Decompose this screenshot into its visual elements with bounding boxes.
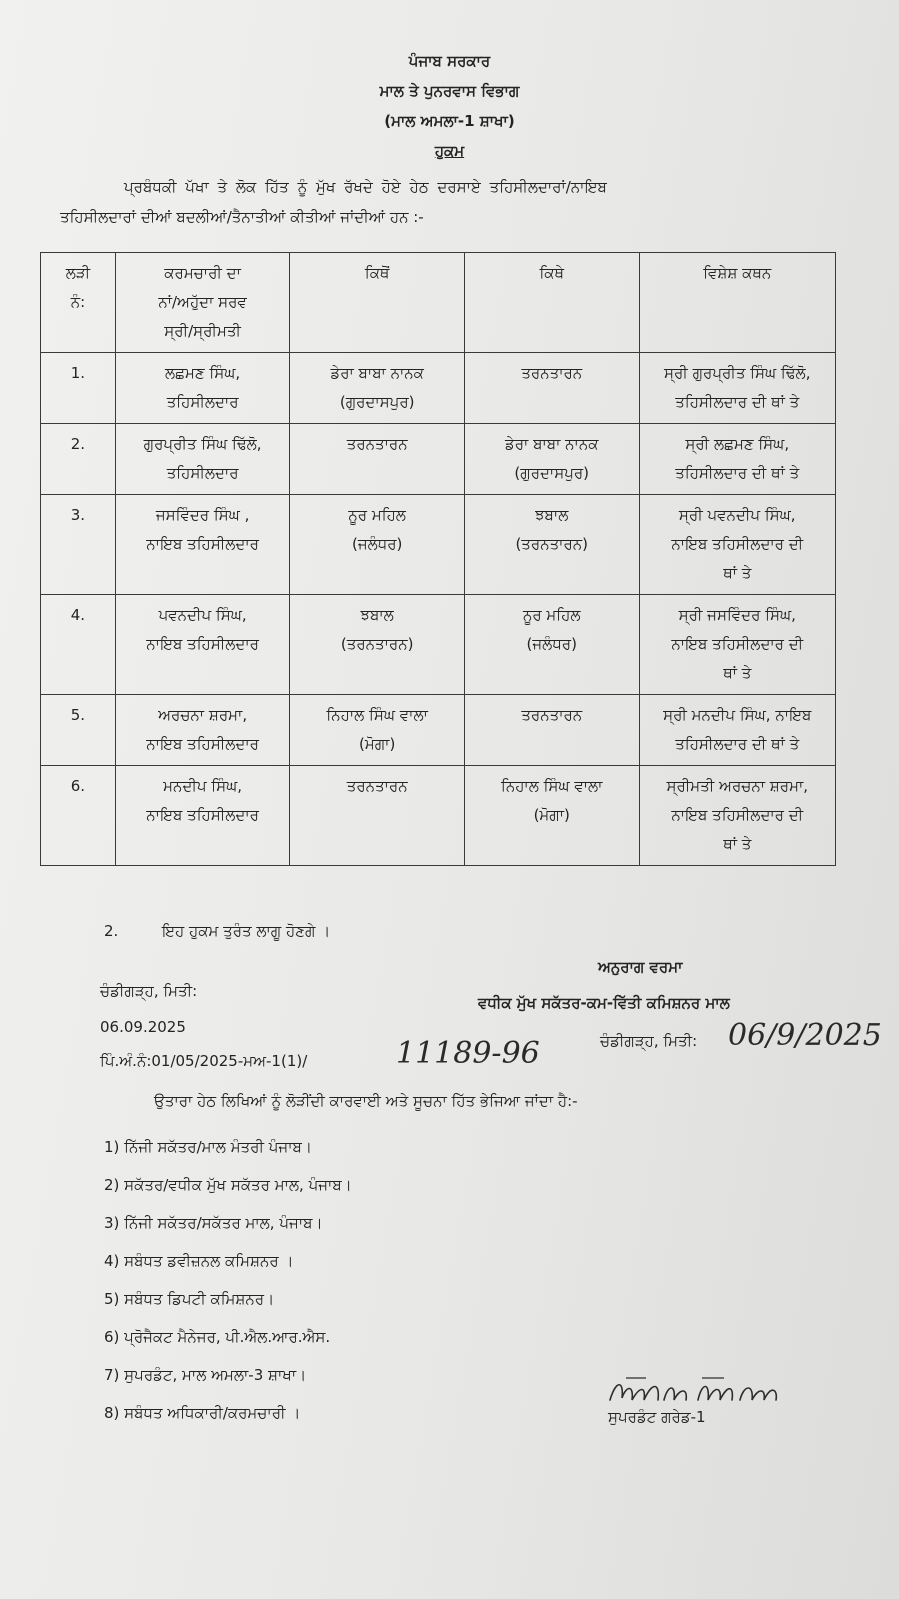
para-2-text: ਇਹ ਹੁਕਮ ਤੁਰੰਤ ਲਾਗੂ ਹੋਣਗੇ । bbox=[162, 922, 331, 940]
signatory-place-date-label: ਚੰਡੀਗੜ੍ਹ, ਮਿਤੀ: bbox=[600, 1032, 698, 1050]
government-heading: ਪੰਜਾਬ ਸਰਕਾਰ bbox=[408, 52, 491, 70]
cell-from: ਤਰਨਤਾਰਨ bbox=[290, 424, 465, 495]
cell-employee: ਅਰਚਨਾ ਸ਼ਰਮਾ, ਨਾਇਬ ਤਹਿਸੀਲਦਾਰ bbox=[115, 695, 290, 766]
department-heading: ਮਾਲ ਤੇ ਪੁਨਰਵਾਸ ਵਿਭਾਗ bbox=[379, 82, 520, 100]
branch-heading: (ਮਾਲ ਅਮਲਾ-1 ਸ਼ਾਖਾ) bbox=[384, 112, 515, 130]
copy-list-item: 1) ਨਿੱਜੀ ਸਕੱਤਰ/ਮਾਲ ਮੰਤਰੀ ਪੰਜਾਬ। bbox=[104, 1138, 312, 1156]
table-row bbox=[41, 695, 836, 766]
cell-serial: 5. bbox=[41, 695, 116, 766]
cell-to: ਤਰਨਤਾਰਨ bbox=[464, 353, 639, 424]
handwritten-ref-number: 11189-96 bbox=[396, 1036, 540, 1071]
table-row bbox=[41, 495, 836, 595]
cell-to: ਨਿਹਾਲ ਸਿੰਘ ਵਾਲਾ (ਮੋਗਾ) bbox=[464, 766, 639, 866]
place-date-label: ਚੰਡੀਗੜ੍ਹ, ਮਿਤੀ: bbox=[100, 982, 198, 1000]
copy-list-item: 7) ਸੁਪਰਡੰਟ, ਮਾਲ ਅਮਲਾ-3 ਸ਼ਾਖਾ। bbox=[104, 1366, 307, 1384]
cell-remark: ਸ੍ਰੀ ਜਸਵਿੰਦਰ ਸਿੰਘ, ਨਾਇਬ ਤਹਿਸੀਲਦਾਰ ਦੀ ਥਾਂ ਤੇ bbox=[639, 595, 835, 695]
endorsement-ref: ਪਿੰ.ਅੰ.ਨੰ:01/05/2025-ਮਅ-1(1)/ bbox=[100, 1052, 308, 1070]
signatory-designation: ਵਧੀਕ ਮੁੱਖ ਸਕੱਤਰ-ਕਮ-ਵਿੱਤੀ ਕਮਿਸ਼ਨਰ ਮਾਲ bbox=[478, 994, 730, 1012]
copy-list-item: 3) ਨਿੱਜੀ ਸਕੱਤਰ/ਸਕੱਤਰ ਮਾਲ, ਪੰਜਾਬ। bbox=[104, 1214, 323, 1232]
cell-to: ਡੇਰਾ ਬਾਬਾ ਨਾਨਕ (ਗੁਰਦਾਸਪੁਰ) bbox=[464, 424, 639, 495]
copy-note: ਉਤਾਰਾ ਹੇਠ ਲਿਖਿਆਂ ਨੂੰ ਲੋੜੀਂਦੀ ਕਾਰਵਾਈ ਅਤੇ ਸੂਚਨਾ ਹਿੱਤ ਭੇਜਿਆ ਜਾਂਦਾ ਹੈ:- bbox=[154, 1092, 578, 1110]
cell-remark: ਸ੍ਰੀ ਲਛਮਣ ਸਿੰਘ, ਤਹਿਸੀਲਦਾਰ ਦੀ ਥਾਂ ਤੇ bbox=[639, 424, 835, 495]
cell-employee: ਪਵਨਦੀਪ ਸਿੰਘ, ਨਾਇਬ ਤਹਿਸੀਲਦਾਰ bbox=[115, 595, 290, 695]
header-employee: ਕਰਮਚਾਰੀ ਦਾ ਨਾਂ/ਅਹੁੱਦਾ ਸਰਵ ਸ੍ਰੀ/ਸ੍ਰੀਮਤੀ bbox=[115, 253, 290, 353]
cell-remark: ਸ੍ਰੀ ਮਨਦੀਪ ਸਿੰਘ, ਨਾਇਬ ਤਹਿਸੀਲਦਾਰ ਦੀ ਥਾਂ ਤੇ bbox=[639, 695, 835, 766]
cell-from: ਨਿਹਾਲ ਸਿੰਘ ਵਾਲਾ (ਮੋਗਾ) bbox=[290, 695, 465, 766]
cell-from: ਝਬਾਲ (ਤਰਨਤਾਰਨ) bbox=[290, 595, 465, 695]
cell-employee: ਮਨਦੀਪ ਸਿੰਘ, ਨਾਇਬ ਤਹਿਸੀਲਦਾਰ bbox=[115, 766, 290, 866]
superintendent-designation: ਸੁਪਰਡੰਟ ਗਰੇਡ-1 bbox=[608, 1408, 706, 1426]
cell-to: ਝਬਾਲ (ਤਰਨਤਾਰਨ) bbox=[464, 495, 639, 595]
table-row bbox=[41, 595, 836, 695]
table-header-row bbox=[41, 253, 836, 353]
transfer-table bbox=[40, 252, 836, 866]
cell-serial: 3. bbox=[41, 495, 116, 595]
cell-employee: ਜਸਵਿੰਦਰ ਸਿੰਘ , ਨਾਇਬ ਤਹਿਸੀਲਦਾਰ bbox=[115, 495, 290, 595]
table-row bbox=[41, 424, 836, 495]
copy-list-item: 8) ਸਬੰਧਤ ਅਧਿਕਾਰੀ/ਕਰਮਚਾਰੀ । bbox=[104, 1404, 301, 1422]
order-date: 06.09.2025 bbox=[100, 1018, 186, 1036]
cell-to: ਨੂਰ ਮਹਿਲ (ਜਲੰਧਰ) bbox=[464, 595, 639, 695]
cell-from: ਨੂਰ ਮਹਿਲ (ਜਲੰਧਰ) bbox=[290, 495, 465, 595]
superintendent-signature bbox=[606, 1372, 784, 1412]
order-title: ਹੁਕਮ bbox=[434, 142, 465, 160]
copy-list-item: 4) ਸਬੰਧਤ ਡਵੀਜ਼ਨਲ ਕਮਿਸ਼ਨਰ । bbox=[104, 1252, 294, 1270]
copy-list-item: 6) ਪ੍ਰੋਜੈਕਟ ਮੈਨੇਜਰ, ਪੀ.ਐਲ.ਆਰ.ਐਸ. bbox=[104, 1328, 331, 1346]
signatory-name: ਅਨੁਰਾਗ ਵਰਮਾ bbox=[598, 958, 683, 976]
cell-employee: ਗੁਰਪ੍ਰੀਤ ਸਿੰਘ ਢਿੱਲੋ, ਤਹਿਸੀਲਦਾਰ bbox=[115, 424, 290, 495]
cell-from: ਡੇਰਾ ਬਾਬਾ ਨਾਨਕ (ਗੁਰਦਾਸਪੁਰ) bbox=[290, 353, 465, 424]
header-remarks: ਵਿਸ਼ੇਸ਼ ਕਥਨ bbox=[639, 253, 835, 353]
header-to: ਕਿਥੇ bbox=[464, 253, 639, 353]
cell-serial: 1. bbox=[41, 353, 116, 424]
para-2-number: 2. bbox=[104, 922, 119, 940]
table-row bbox=[41, 766, 836, 866]
cell-from: ਤਰਨਤਾਰਨ bbox=[290, 766, 465, 866]
table-row bbox=[41, 353, 836, 424]
cell-to: ਤਰਨਤਾਰਨ bbox=[464, 695, 639, 766]
copy-list-item: 5) ਸਬੰਧਤ ਡਿਪਟੀ ਕਮਿਸ਼ਨਰ। bbox=[104, 1290, 275, 1308]
handwritten-date: 06/9/2025 bbox=[728, 1018, 882, 1053]
intro-line-2: ਤਹਿਸੀਲਦਾਰਾਂ ਦੀਆਂ ਬਦਲੀਆਂ/ਤੈਨਾਤੀਆਂ ਕੀਤੀਆਂ ਜਾਂਦੀਆਂ ਹਨ :- bbox=[60, 208, 424, 226]
cell-remark: ਸ੍ਰੀ ਪਵਨਦੀਪ ਸਿੰਘ, ਨਾਇਬ ਤਹਿਸੀਲਦਾਰ ਦੀ ਥਾਂ ਤੇ bbox=[639, 495, 835, 595]
copy-list-item: 2) ਸਕੱਤਰ/ਵਧੀਕ ਮੁੱਖ ਸਕੱਤਰ ਮਾਲ, ਪੰਜਾਬ। bbox=[104, 1176, 352, 1194]
cell-remark: ਸ੍ਰੀਮਤੀ ਅਰਚਨਾ ਸ਼ਰਮਾ, ਨਾਇਬ ਤਹਿਸੀਲਦਾਰ ਦੀ ਥਾਂ ਤੇ bbox=[639, 766, 835, 866]
cell-serial: 4. bbox=[41, 595, 116, 695]
header-from: ਕਿਥੋਂ bbox=[290, 253, 465, 353]
cell-serial: 2. bbox=[41, 424, 116, 495]
cell-employee: ਲਛਮਣ ਸਿੰਘ, ਤਹਿਸੀਲਦਾਰ bbox=[115, 353, 290, 424]
cell-remark: ਸ੍ਰੀ ਗੁਰਪ੍ਰੀਤ ਸਿੰਘ ਢਿੱਲੋ, ਤਹਿਸੀਲਦਾਰ ਦੀ ਥਾਂ ਤੇ bbox=[639, 353, 835, 424]
intro-line-1: ਪ੍ਰਬੰਧਕੀ ਪੱਖਾ ਤੇ ਲੋਕ ਹਿੱਤ ਨੂੰ ਮੁੱਖ ਰੱਖਦੇ ਹੋਏ ਹੇਠ ਦਰਸਾਏ ਤਹਿਸੀਲਦਾਰਾਂ/ਨਾਇਬ bbox=[124, 178, 607, 196]
cell-serial: 6. bbox=[41, 766, 116, 866]
header-serial: ਲੜੀ ਨੰ: bbox=[41, 253, 116, 353]
